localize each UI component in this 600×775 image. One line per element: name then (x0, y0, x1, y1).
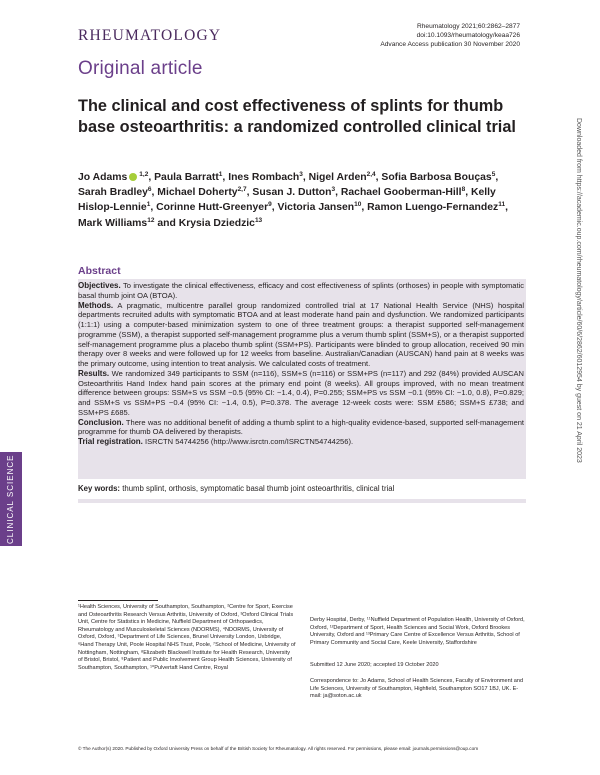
author-entry (78, 218, 154, 229)
affiliations-divider (78, 600, 158, 601)
results-text: We randomized 349 participants to SSM (n=116), SSM+S (n=116) or SSM+PS (n=117) and 292 (84%) provided AUSCAN Osteoarthritis Hand Index hand pain scores at the primary end point (8 weeks). All groups improved, with no mean treatment difference between groups: SSM+S vs SSM −0.5 (95% CI: −1.4, 0.4), P=0.255; SSM+PS vs SSM −0.1 (95% CI: −1.0, 0.8), P=0.829; and SSM+S vs SSM+PS −0.4 (95% CI: −1.4, 0.5), P=0.378. The average 12-week costs were: SSM £586; SSM+S £738; and SSM+PS £685. (78, 368, 524, 417)
author-name: Paula Barratt (154, 172, 219, 183)
abstract-results (78, 369, 524, 418)
keywords-label: Key words: (78, 484, 121, 493)
author-entry (78, 172, 148, 183)
orcid-icon[interactable] (129, 173, 137, 181)
author-name: Mark Williams (78, 217, 148, 229)
author-affiliation-number: 6 (147, 186, 152, 194)
author-name: Ramon Luengo-Fernandez (367, 202, 499, 214)
conclusion-text: There was no additional benefit of adding a thumb splint to a high-quality evidence-based, supported self-management programme for thumb OA delivered by therapists. (78, 417, 524, 437)
author-name: Ines Rombach (228, 172, 300, 183)
methods-text: A pragmatic, multicentre parallel group randomized controlled trial at 17 National Health Service (NHS) hospital departments recruited adults with symptomatic BTOA and at least moderate hand pain and dysfunction. We randomized participants (1:1:1) using a computer-based minimization system to one of three treatment groups: a therapist supported self-management programme (SSM), a therapist supported self-management programme plus a verum thumb splint (SSM+S), or a therapist supported self-management programme plus a placebo thumb splint (SSM+PS). Participants were blinded to group allocation, received 90 min therapy over 8 weeks and were followed up for 12 weeks from baseline. Australian/Canadian (AUSCAN) hand pain at 8 weeks was the primary outcome, using intention to treat analysis. We calculated costs of treatment. (78, 300, 524, 368)
author-affiliation-number: 9 (268, 201, 272, 209)
author-name: Susan J. Dutton (252, 187, 332, 199)
author-entry (252, 187, 335, 198)
author-entry (179, 218, 262, 229)
author-entry (381, 172, 495, 183)
abstract-heading: Abstract (78, 265, 121, 277)
author-name: Nigel Arden (308, 172, 367, 183)
author-entry (309, 172, 376, 183)
article-type: Original article (78, 58, 203, 79)
author-entry (341, 187, 465, 198)
author-affiliation-number: 1,2 (139, 171, 149, 178)
abstract-body (78, 281, 524, 447)
author-affiliation-number: 11 (498, 201, 506, 209)
author-name: Sofia Barbosa Bouças (381, 172, 492, 183)
objectives-text: To investigate the clinical effectiveness, efficacy and cost effectiveness of splints (orthoses) in people with symptomatic basal thumb joint OA (BTOA). (78, 281, 524, 300)
registration-text[interactable]: ISRCTN 54744256 (http://www.isrctn.com/ISRCTN54744256). (145, 437, 354, 446)
article-title: The clinical and cost effectiveness of splints for thumb base osteoarthritis: a randomized controlled clinical trial (78, 97, 516, 136)
author-entry (157, 187, 246, 198)
methods-label: Methods. (78, 300, 114, 310)
submission-dates: Submitted 12 June 2020; accepted 19 October 2020 (310, 662, 439, 668)
author-entry (278, 202, 362, 213)
author-affiliation-number: 10 (354, 201, 362, 209)
results-label: Results. (78, 368, 110, 378)
keywords-text: thumb splint, orthosis, symptomatic basal thumb joint osteoarthritis, clinical trial (122, 484, 395, 493)
author-entry (154, 172, 222, 183)
download-watermark[interactable]: Downloaded from https://academic.oup.com/rheumatology/article/60/6/2862/6012954 by guest on 21 April 2023 (575, 118, 582, 463)
citation-block (380, 22, 520, 49)
author-entry (156, 202, 272, 213)
author-name: Corinne Hutt-Greenyer (156, 202, 269, 214)
citation-line-volume: Rheumatology 2021;60:2862–2877 (416, 23, 520, 30)
affiliations-right: Derby Hospital, Derby, ¹¹Nuffield Department of Population Health, University of Oxford, Oxford, ¹²Department of Sport, Health Sciences and Social Work, Oxford Brookes University, Oxford and ¹³Primary Care Centre of Excellence Versus Arthritis, School of Primary Community and Social Care, Keele University, Staffordshire (310, 617, 525, 646)
citation-line-publication: Advance Access publication 30 November 2020 (380, 41, 520, 48)
correspondence: Correspondence to: Jo Adams, School of Health Sciences, Faculty of Environment and Life Sciences, University of Southampton, Highfield, Southampton SO17 1BJ, UK. E-mail: ja@soton.ac.uk (310, 678, 524, 700)
author-affiliation-number: 3 (299, 171, 303, 178)
author-affiliation-number: 1 (146, 201, 151, 209)
author-name: Victoria Jansen (277, 202, 355, 214)
author-name: Michael Doherty (157, 187, 238, 199)
author-affiliation-number: 2,7 (237, 186, 247, 194)
abstract-conclusion (78, 418, 524, 438)
author-affiliation-number: 13 (254, 216, 263, 224)
author-affiliation-number: 3 (331, 186, 336, 194)
author-affiliation-number: 5 (491, 171, 496, 178)
author-list: Jo Adams $^{1,2}$, Paula Barratt$^1$, Ines Rombach$^3$, Nigel Arden$^{2,4}$, Sofia Barbosa Bouças$^5$, Sarah Bradley$^6$, Michael Doherty$^{2,7}$, Susan J. Dutton$^3$, Rachael Gooberman-Hill$^8$, Kelly Hislop-Lennie$^1$, Corinne Hutt-Greenyer$^9$, Victoria Jansen$^{10}$, Ramon Luengo-Fernandez$^{11}$, Mark Williams$^{12}$ and Krysia Dziedzic$^{13}$ (78, 171, 508, 229)
author-name: Rachael Gooberman-Hill (340, 187, 462, 199)
registration-label: Trial registration. (78, 437, 143, 446)
author-affiliation-number: 8 (461, 186, 466, 194)
author-affiliation-number: 1 (218, 171, 223, 178)
abstract-registration (78, 437, 524, 447)
author-entry (78, 187, 152, 198)
author-name: Krysia Dziedzic (178, 217, 255, 229)
abstract-methods (78, 301, 524, 369)
author-name: Kelly Hislop-Lennie (78, 187, 496, 214)
copyright-footer: © The Author(s) 2020. Published by Oxford University Press on behalf of the British Society for Rheumatology. All rights reserved. For permissions, please email: journals.permissions@oup.com (78, 746, 479, 751)
section-tab-label: CLINICAL SCIENCE (6, 454, 15, 544)
journal-logo: RHEUMATOLOGY (78, 27, 222, 44)
author-name: Sarah Bradley (78, 187, 148, 199)
author-name: Jo Adams (78, 172, 128, 183)
affiliations-left: ¹Health Sciences, University of Southampton, Southampton, ²Centre for Sport, Exercise and Osteoarthritis Research Versus Arthritis, University of Oxford, ³Oxford Clinical Trials Unit, Centre for Statistics in Medicine, Nuffield Department of Orthopaedics, Rheumatology and Musculoskeletal Sciences (NDORMS), ⁴NDORMS, University of Oxford, Oxford, ⁵Department of Life Sciences, Brunel University London, Uxbridge, ⁶Hand Therapy Unit, Poole Hospital NHS Trust, Poole, ⁷School of Medicine, University of Nottingham, Nottingham, ⁸Elizabeth Blackwell Institute for Health Research, University of Bristol, Bristol, ⁹Patient and Public Involvement Group Health Sciences, University of Southampton, Southampton, ¹⁰Pulvertaft Hand Centre, Royal (78, 604, 296, 671)
citation-line-doi[interactable]: doi:10.1093/rheumatology/keaa726 (416, 32, 520, 39)
abstract-objectives (78, 281, 524, 301)
author-entry (228, 172, 303, 183)
author-affiliation-number: 12 (147, 216, 155, 224)
author-entry (367, 202, 505, 213)
keywords (78, 484, 524, 493)
objectives-label: Objectives. (78, 281, 121, 290)
conclusion-label: Conclusion. (78, 417, 124, 427)
author-affiliation-number: 2,4 (366, 171, 376, 178)
